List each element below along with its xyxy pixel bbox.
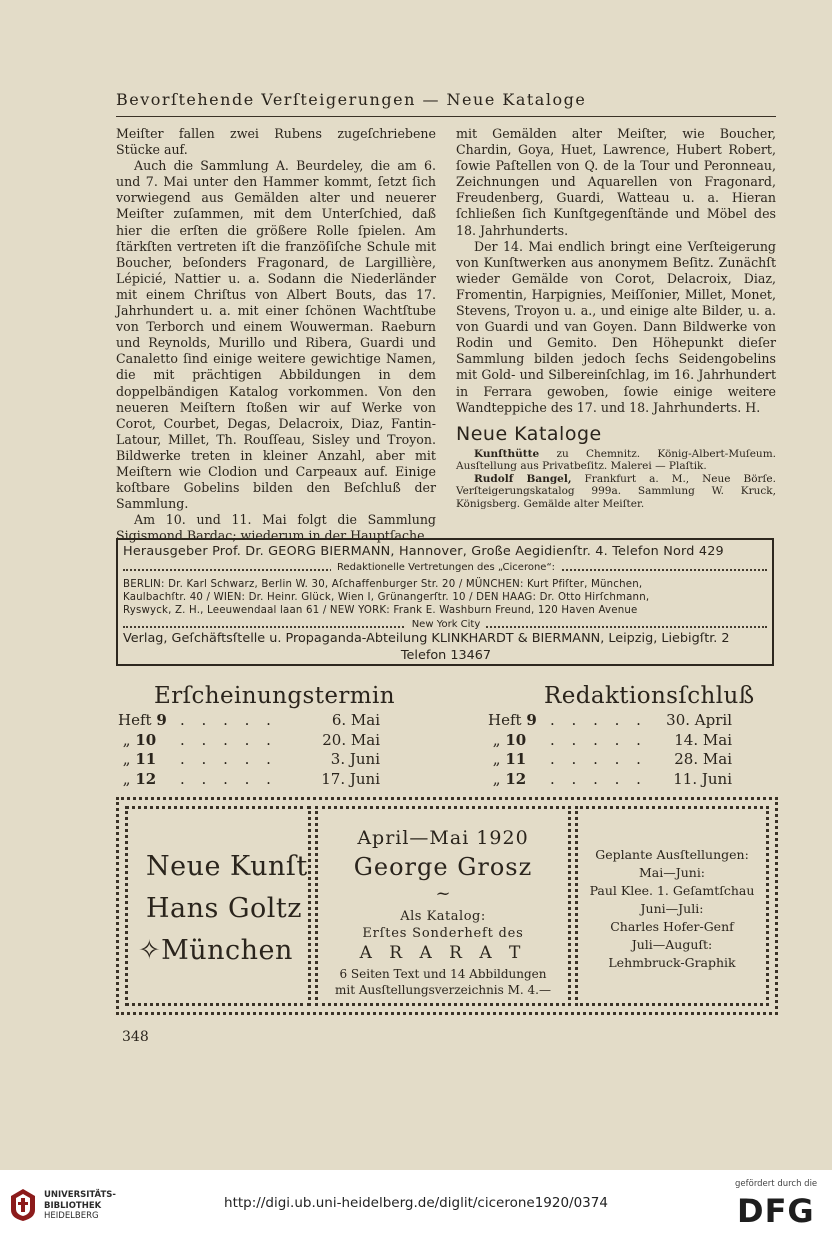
ornament: ~ [435,883,451,904]
paragraph: Auch die Sammlung A. Beurdeley, die am 6. und 7. Mai unter den Hammer kommt, ſetzt ſich vorwiegend aus Gemälden alter und neuerer Meiſter zuſammen, mit dem Unterſchied, daß hier die erſten die größere Rolle ſpielen. Am ſtärkſten vertreten iſt die franzöſiſche Schule mit Boucher, beſonders Fragonard, de Largillière, Lépicié, Nattier u. a. Sodann die Niederländer mit einem Chriſtus von Albert Bouts, das 17. Jahrhundert u. a. mit einer ſchönen Wachtſtube von Terborch und einem Wouwerman. Raeburn und Reynolds, Murillo und Ribera, Guardi und Canaletto ſind einige weitere gewichtige Namen, die mit prächtigen Abbildungen in dem doppelbändigen Katalog vorkommen. Von den neueren Meiſtern ſtoßen wir auf Werke von Corot, Courbet, Degas, Delacroix, Diaz, Fantin-Latour, Millet, Th. Rouſſeau, Sisley und Troyon. Bildwerke treten in kleiner Anzahl, aber mit Meiſtern wie Clodion und Carpeaux auf. Einige koſtbare Gobelins bilden den Beſchluß der Sammlung. [116,158,436,512]
catalog-name: Rudolf Bangel, [474,472,572,485]
planned-item: Paul Klee. 1. Geſamtſchau [589,883,755,898]
catalog-note: Als Katalog: [400,909,486,924]
representatives-label: Redaktionelle Vertretungen des „Cicerone“: [118,562,774,573]
verlag-telefon: Telefon 13467 [400,648,492,663]
verlag-line: Verlag, Geſchäftsſtelle u. Propaganda-Abteilung KLINKHARDT & BIERMANN, Leipzig, Liebigſtr. 2 [123,631,730,646]
paragraph: Der 14. Mai endlich bringt eine Verſteigerung von Kunſtwerken aus anonymem Beſitz. Zunächſt wieder Gemälde von Corot, Delacroix, Diaz, Fromentin, Harpignies, Meiſſonier, Millet, Monet, Stevens, Troyon u. a., und einige alte Bilder, u. a. von Guardi und van Goyen. Dann Bildwerke von Rodin und Gemito. Den Höhepunkt dieſer Sammlung bilden jedoch ſechs Seidengobelins mit Gold- und Silbereinſchlag, im 16. Jahrhundert in Ferrara gewoben, ſowie einige weitere Wandteppiche des 17. und 18. Jahrhunderts. H. [456,238,776,415]
ad-planned-panel [575,806,769,1006]
right-column [456,126,776,510]
catalog-note: 6 Seiten Text und 14 Abbildungen [339,967,547,981]
running-head: Bevorſtehende Verſteigerungen — Neue Kataloge [116,90,587,109]
exhibition-date: April—Mai 1920 [357,827,529,849]
advertisement [116,797,778,1015]
publisher-box [116,538,774,666]
dfg-logo: DFG [737,1192,815,1230]
catalog-entry [456,473,776,511]
release-schedule [118,711,380,789]
planned-item: Charles Hofer-Genf [610,919,734,934]
ararat-title: A R A R A T [359,943,527,963]
schedule-heading-release: Erſcheinungstermin [154,683,395,709]
schedule-row: „ 12 . . . . . 11. Juni [492,769,732,788]
new-york-label: New York City [118,619,774,630]
catalog-entry [456,448,776,473]
schedule-row: „ 10 . . . . . 20. Mai [122,730,380,749]
planned-item: Juli—Auguſt: [631,937,713,952]
planned-item: Lehmbruck-Graphik [608,955,736,970]
header-rule [116,116,776,117]
catalog-note: Erſtes Sonderheft des [362,926,524,941]
schedule-row: „ 11 . . . . . 28. Mai [492,750,732,768]
representatives-line: Ryswyck, Z. H., Leeuwendaal laan 61 / NEW YORK: Frank E. Washburn Freund, 120 Haven Avenue [123,605,638,616]
planned-item: Mai—Juni: [638,865,706,880]
schedule-heading-deadline: Redaktionsſchluß [544,683,755,709]
schedule-row: „ 11 . . . . . 3. Juni [122,750,380,768]
catalog-text: Frankfurt a. M., Neue Börſe. Verſteigerungskatalog 999a. Sammlung W. Kruck, Königsberg. Gemälde alter Meiſter. [456,472,776,510]
ad-exhibition-panel [315,806,571,1006]
paragraph: Meiſter fallen zwei Rubens zugeſchriebene Stücke auf. [116,126,436,158]
university-library-name: UNIVERSITÄTS- BIBLIOTHEK HEIDELBERG [44,1190,116,1221]
page-number: 348 [122,1029,149,1045]
gallery-owner: Hans Goltz [146,893,303,924]
deadline-schedule [488,711,732,789]
catalog-price: mit Ausſtellungsverzeichnis M. 4.— [335,983,551,997]
catalog-name: Kunſthütte [474,447,540,460]
schedule-row: „ 12 . . . . . 17. Juni [122,769,380,788]
schedule-row: Heft 9 . . . . . 30. April [488,711,732,729]
funding-caption: gefördert durch die [735,1179,818,1189]
footer-bar [0,1170,832,1241]
gallery-city: ✧München [138,935,293,966]
catalog-text: zu Chemnitz. König-Albert-Muſeum. Ausſtellung aus Privatbeſitz. Malerei — Plaſtik. [456,447,776,473]
schedule-row: „ 10 . . . . . 14. Mai [492,730,732,749]
planned-item: Juni—Juli: [640,901,704,916]
representatives-line: BERLIN: Dr. Karl Schwarz, Berlin W. 30, Aſchaffenburger Str. 20 / MÜNCHEN: Kurt Pfiſter, München, [123,579,643,590]
exhibition-artist: George Grosz [353,853,533,881]
section-heading-neue-kataloge: Neue Kataloge [456,422,602,445]
schedule-row: Heft 9 . . . . . 6. Mai [118,711,380,729]
gallery-name: Neue Kunſt [146,851,308,882]
representatives-line: Kaulbachſtr. 40 / WIEN: Dr. Heinr. Glück, Wien I, Grünangerſtr. 10 / DEN HAAG: Dr. Otto Hirſchmann, [123,592,650,603]
planned-heading: Geplante Ausſtellungen: [595,847,749,862]
paragraph: Am 10. und 11. Mai folgt die Sammlung Sigismond Bardac; wiederum in der Hauptſache [116,512,436,544]
publisher-line: Herausgeber Prof. Dr. GEORG BIERMANN, Hannover, Große Aegidienſtr. 4. Telefon Nord 429 [123,544,724,559]
source-url-link[interactable]: http://digi.ub.uni-heidelberg.de/diglit/cicerone1920/0374 [224,1195,608,1211]
paragraph: mit Gemälden alter Meiſter, wie Boucher, Chardin, Goya, Huet, Lawrence, Hubert Robert, ſowie Paſtellen von Q. de la Tour und Peronneau, Zeichnungen und Aquarellen von Fragonard, Freudenberg, Guardi, Watteau u. a. Hieran ſchließen ſich Kunſtgegenſtände und Möbel des 18. Jahrhunderts. [456,126,776,238]
ad-gallery-panel [125,806,311,1006]
left-column [116,126,436,544]
